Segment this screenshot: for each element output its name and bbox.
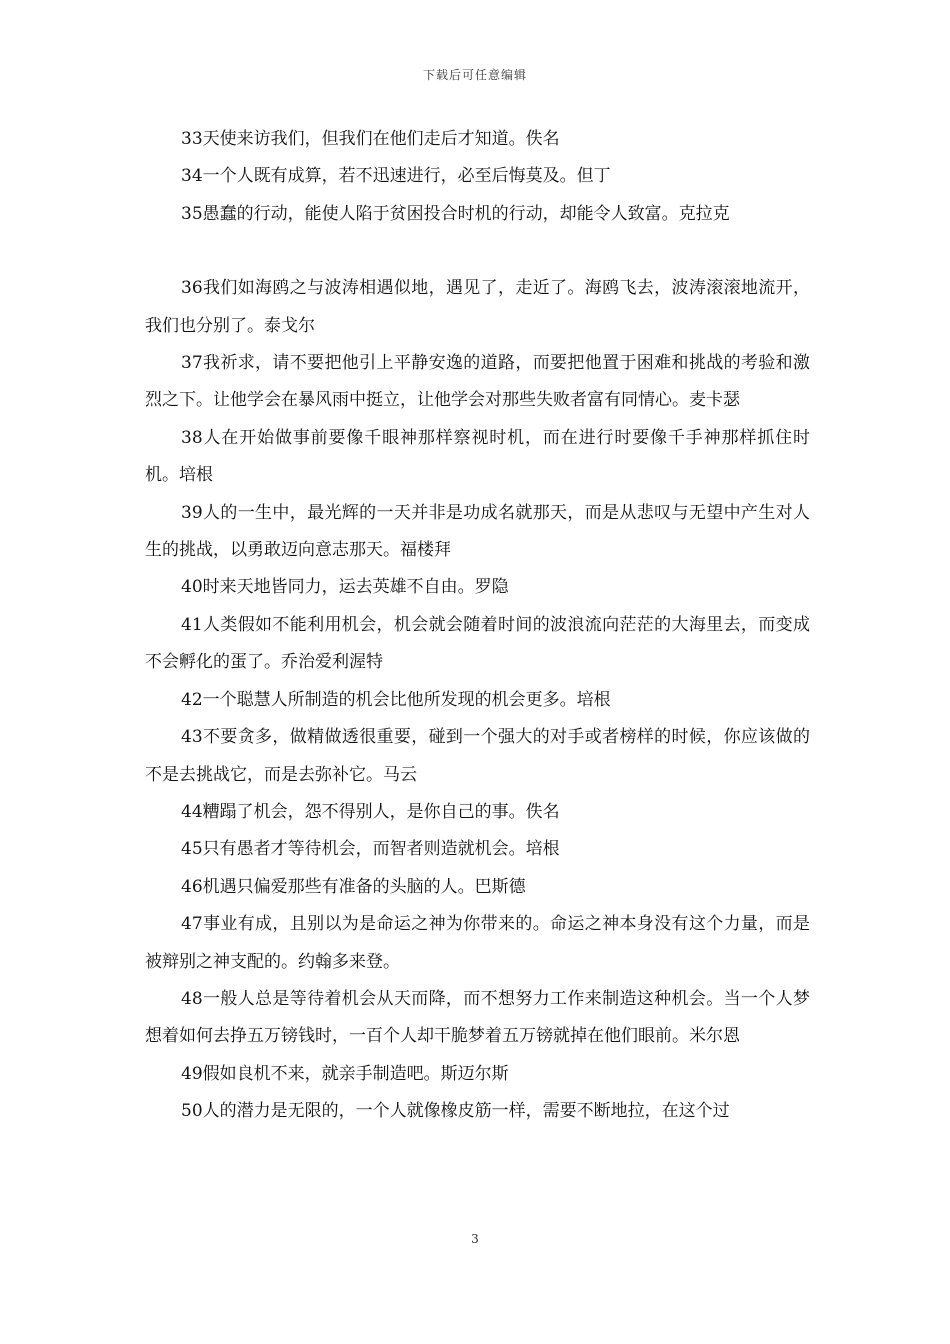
quote-paragraph: 49假如良机不来，就亲手制造吧。斯迈尔斯 — [181, 1063, 509, 1084]
page-number: 3 — [471, 1232, 479, 1246]
quote-paragraph: 37我祈求，请不要把他引上平静安逸的道路，而要把他置于困难和挑战的考验和激烈之下。让他学会在暴风雨中挺立，让他学会对那些失败者富有同情心。麦卡瑟 — [145, 353, 810, 411]
quote-paragraph: 50人的潜力是无限的，一个人就像橡皮筋一样，需要不断地拉，在这个过 — [181, 1101, 730, 1122]
quote-paragraph: 43不要贪多，做精做透很重要，碰到一个强大的对手或者榜样的时候，你应该做的不是去挑战它，而是去弥补它。马云 — [145, 727, 810, 785]
quote-paragraph: 41人类假如不能利用机会，机会就会随着时间的波浪流向茫茫的大海里去，而变成不会孵化的蛋了。乔治爱利渥特 — [145, 614, 810, 673]
quote-paragraph: 34一个人既有成算，若不迅速进行，必至后悔莫及。但丁 — [181, 166, 611, 187]
quote-paragraph: 45只有愚者才等待机会，而智者则造就机会。培根 — [181, 839, 560, 860]
quote-paragraph: 35愚蠢的行动，能使人陷于贫困投合时机的行动，却能令人致富。克拉克 — [181, 203, 730, 224]
document-body — [145, 121, 810, 1131]
page-header: 下载后可任意编辑 — [422, 68, 527, 82]
quote-paragraph: 40时来天地皆同力，运去英雄不自由。罗隐 — [181, 577, 509, 598]
quote-paragraph: 42一个聪慧人所制造的机会比他所发现的机会更多。培根 — [181, 689, 611, 710]
quote-paragraph: 46机遇只偏爱那些有准备的头脑的人。巴斯德 — [181, 876, 526, 897]
quote-paragraph: 38人在开始做事前要像千眼神那样察视时机，而在进行时要像千手神那样抓住时机。培根 — [145, 427, 810, 486]
quote-paragraph: 48一般人总是等待着机会从天而降，而不想努力工作来制造这种机会。当一个人梦想着如何去挣五万镑钱时，一百个人却干脆梦着五万镑就掉在他们眼前。米尔恩 — [145, 988, 810, 1047]
quote-paragraph: 33天使来访我们，但我们在他们走后才知道。佚名 — [181, 129, 560, 149]
quote-paragraph: 47事业有成，且别以为是命运之神为你带来的。命运之神本身没有这个力量，而是被辩别之神支配的。约翰多来登。 — [145, 914, 810, 972]
quote-paragraph: 36我们如海鸥之与波涛相遇似地，遇见了，走近了。海鸥飞去，波涛滚滚地流开，我们也分别了。泰戈尔 — [145, 278, 810, 336]
quote-paragraph: 39人的一生中，最光辉的一天并非是功成名就那天，而是从悲叹与无望中产生对人生的挑战，以勇敢迈向意志那天。福楼拜 — [145, 502, 810, 561]
quote-paragraph: 44糟蹋了机会，怨不得别人，是你自己的事。佚名 — [181, 801, 560, 822]
